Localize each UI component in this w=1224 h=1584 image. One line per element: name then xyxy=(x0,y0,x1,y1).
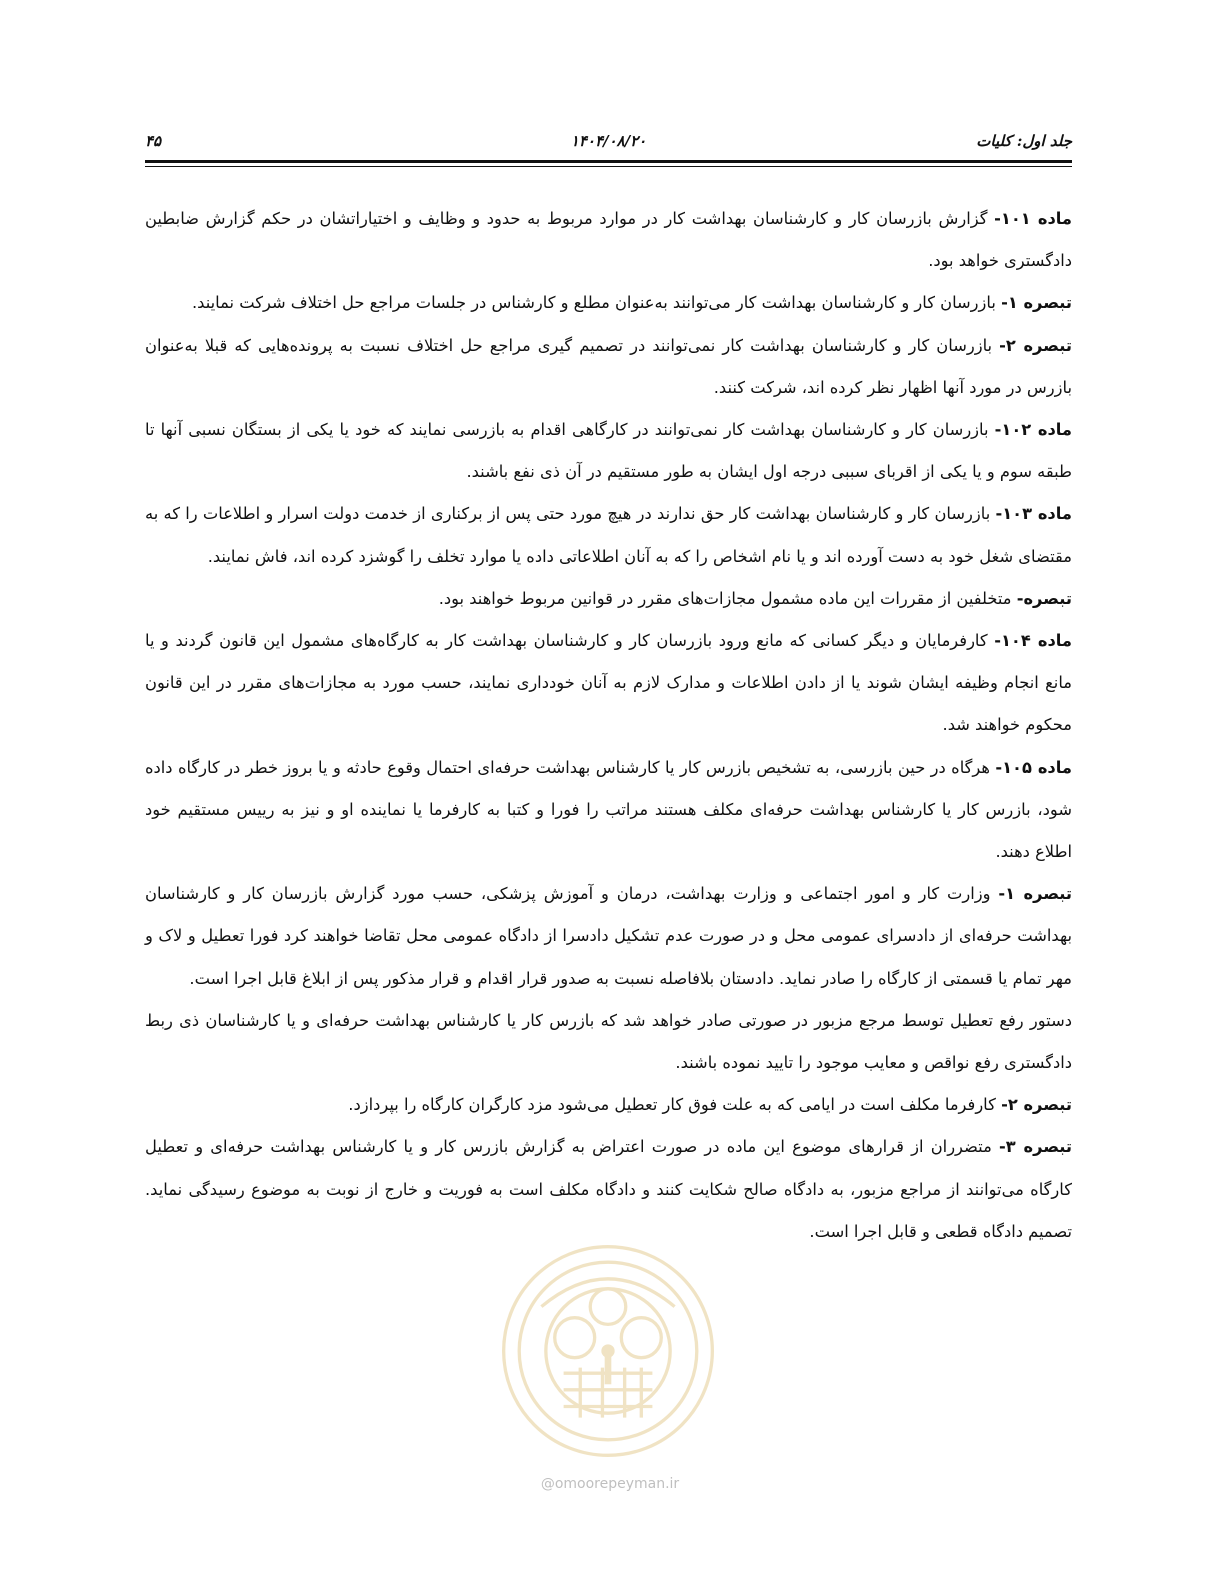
note-text: بازرسان کار و کارشناسان بهداشت کار می‌توانند به‌عنوان مطلع و کارشناس در جلسات مراجع حل اختلاف شرکت نمایند. xyxy=(192,293,1002,313)
note-105-1 xyxy=(145,873,1072,1000)
note-2 xyxy=(145,325,1072,409)
article-101 xyxy=(145,198,1072,282)
article-102 xyxy=(145,409,1072,493)
article-label: ماده ۱۰۴- xyxy=(994,631,1072,651)
page-header xyxy=(145,128,1072,160)
note-text: وزارت کار و امور اجتماعی و وزارت بهداشت، درمان و آموزش پزشکی، حسب مورد گزارش بازرسان کار و کارشناسان بهداشت حرفه‌ای از دادسرای عمومی محل و در صورت عدم تشکیل دادسرا از دادگاه عمومی محل تقاضا خواهند کرد فورا تعطیل و لاک و مهر تمام یا قسمتی از کارگاه را صادر نماید. دادستان بلافاصله نسبت به صدور قرار اقدام و قرار مذکور پس از ابلاغ قابل اجرا است. xyxy=(145,884,1072,988)
article-105 xyxy=(145,747,1072,874)
article-label: ماده ۱۰۳- xyxy=(995,504,1072,524)
article-label: ماده ۱۰۵- xyxy=(995,757,1072,777)
note-label: تبصره ۲- xyxy=(999,335,1072,355)
article-text: بازرسان کار و کارشناسان بهداشت کار حق ندارند در هیچ مورد حتی پس از برکناری از خدمت دولت اسرار و اطلاعات را که به مقتضای شغل خود به دست آورده اند و یا نام اشخاص را که به آنان اطلاعاتی داده یا موارد تخلف را گوشزد کرده اند، فاش نمایند. xyxy=(145,504,1072,566)
seal-watermark-icon xyxy=(497,1240,719,1462)
volume-title: جلد اول: کلیات xyxy=(976,132,1072,150)
article-label: ماده ۱۰۲- xyxy=(994,420,1072,440)
header-date: ۱۴۰۴/۰۸/۲۰ xyxy=(570,132,647,150)
note-label: تبصره ۲- xyxy=(1001,1095,1072,1115)
article-text: هرگاه در حین بازرسی، به تشخیص بازرس کار یا کارشناس بهداشت حرفه‌ای احتمال وقوع حادثه و یا بروز خطر در کارگاه داده شود، بازرس کار یا کارشناس بهداشت حرفه‌ای مکلف هستند مراتب را فورا و کتبا به کارفرما یا نماینده او و نیز به رییس مستقیم خود اطلاع دهند. xyxy=(145,757,1072,862)
body-text xyxy=(145,198,1072,1253)
note-text: بازرسان کار و کارشناسان بهداشت کار نمی‌توانند در تصمیم گیری مراجع حل اختلاف نسبت به پرونده‌هایی که قبلا به‌عنوان بازرس در مورد آنها اظهار نظر کرده اند، شرکت کنند. xyxy=(145,335,1072,397)
header-rule-thick xyxy=(145,160,1072,163)
note-label: تبصره- xyxy=(1016,588,1072,608)
note-label: تبصره ۱- xyxy=(1001,293,1072,313)
article-text: گزارش بازرسان کار و کارشناسان بهداشت کار در موارد مربوط به حدود و وظایف و اختیاراتشان در حکم گزارش ضابطین دادگستری خواهد بود. xyxy=(145,209,1072,271)
article-text: بازرسان کار و کارشناسان بهداشت کار نمی‌توانند در کارگاهی اقدام به بازرسی نمایند که خود یا یکی از بستگان نسبی آنها تا طبقه سوم و یا یکی از اقربای سببی درجه اول ایشان به طور مستقیم در آن ذی نفع باشند. xyxy=(145,420,1072,482)
note-text: متضرران از قرارهای موضوع این ماده در صورت اعتراض به گزارش بازرس کار و یا کارشناس بهداشت حرفه‌ای و تعطیل کارگاه می‌توانند از مراجع مزبور، به دادگاه صالح شکایت کنند و دادگاه مکلف است به فوریت و خارج از نوبت به موضوع رسیدگی نماید. تصمیم دادگاه قطعی و قابل اجرا است. xyxy=(145,1137,1072,1241)
article-103 xyxy=(145,493,1072,577)
article-text: کارفرمایان و دیگر کسانی که مانع ورود بازرسان کار و کارشناسان بهداشت کار به کارگاه‌های مشمول این قانون گردند و یا مانع انجام وظیفه ایشان شوند یا از دادن اطلاعات و مدارک لازم به آنان خودداری نمایند، حسب مورد به مجازات‌های مقرر در این قانون محکوم خواهند شد. xyxy=(145,631,1072,735)
note-1 xyxy=(145,282,1072,324)
article-label: ماده ۱۰۱- xyxy=(994,209,1072,228)
note-label: تبصره ۳- xyxy=(999,1137,1072,1157)
header-rule-thin xyxy=(145,166,1072,167)
paragraph-text: دستور رفع تعطیل توسط مرجع مزبور در صورتی صادر خواهد شد که بازرس کار یا کارشناس بهداشت حرفه‌ای و یا کارشناسان ذی ربط دادگستری رفع نواقص و معایب موجود را تایید نموده باشند. xyxy=(145,1010,1072,1073)
note-text: متخلفین از مقررات این ماده مشمول مجازات‌های مقرر در قوانین مربوط خواهند بود. xyxy=(438,588,1017,608)
note-label: تبصره ۱- xyxy=(998,884,1073,904)
page-number: ۴۵ xyxy=(145,132,162,150)
note-105-2 xyxy=(145,1084,1072,1126)
note-text: کارفرما مکلف است در ایامی که به علت فوق کار تعطیل می‌شود مزد کارگران کارگاه را بپردازد. xyxy=(348,1095,1002,1115)
note-105-3 xyxy=(145,1126,1072,1253)
article-104 xyxy=(145,620,1072,747)
watermark-text: @omoorepeyman.ir xyxy=(540,1476,680,1492)
note-103 xyxy=(145,578,1072,620)
paragraph-plain xyxy=(145,1000,1072,1084)
